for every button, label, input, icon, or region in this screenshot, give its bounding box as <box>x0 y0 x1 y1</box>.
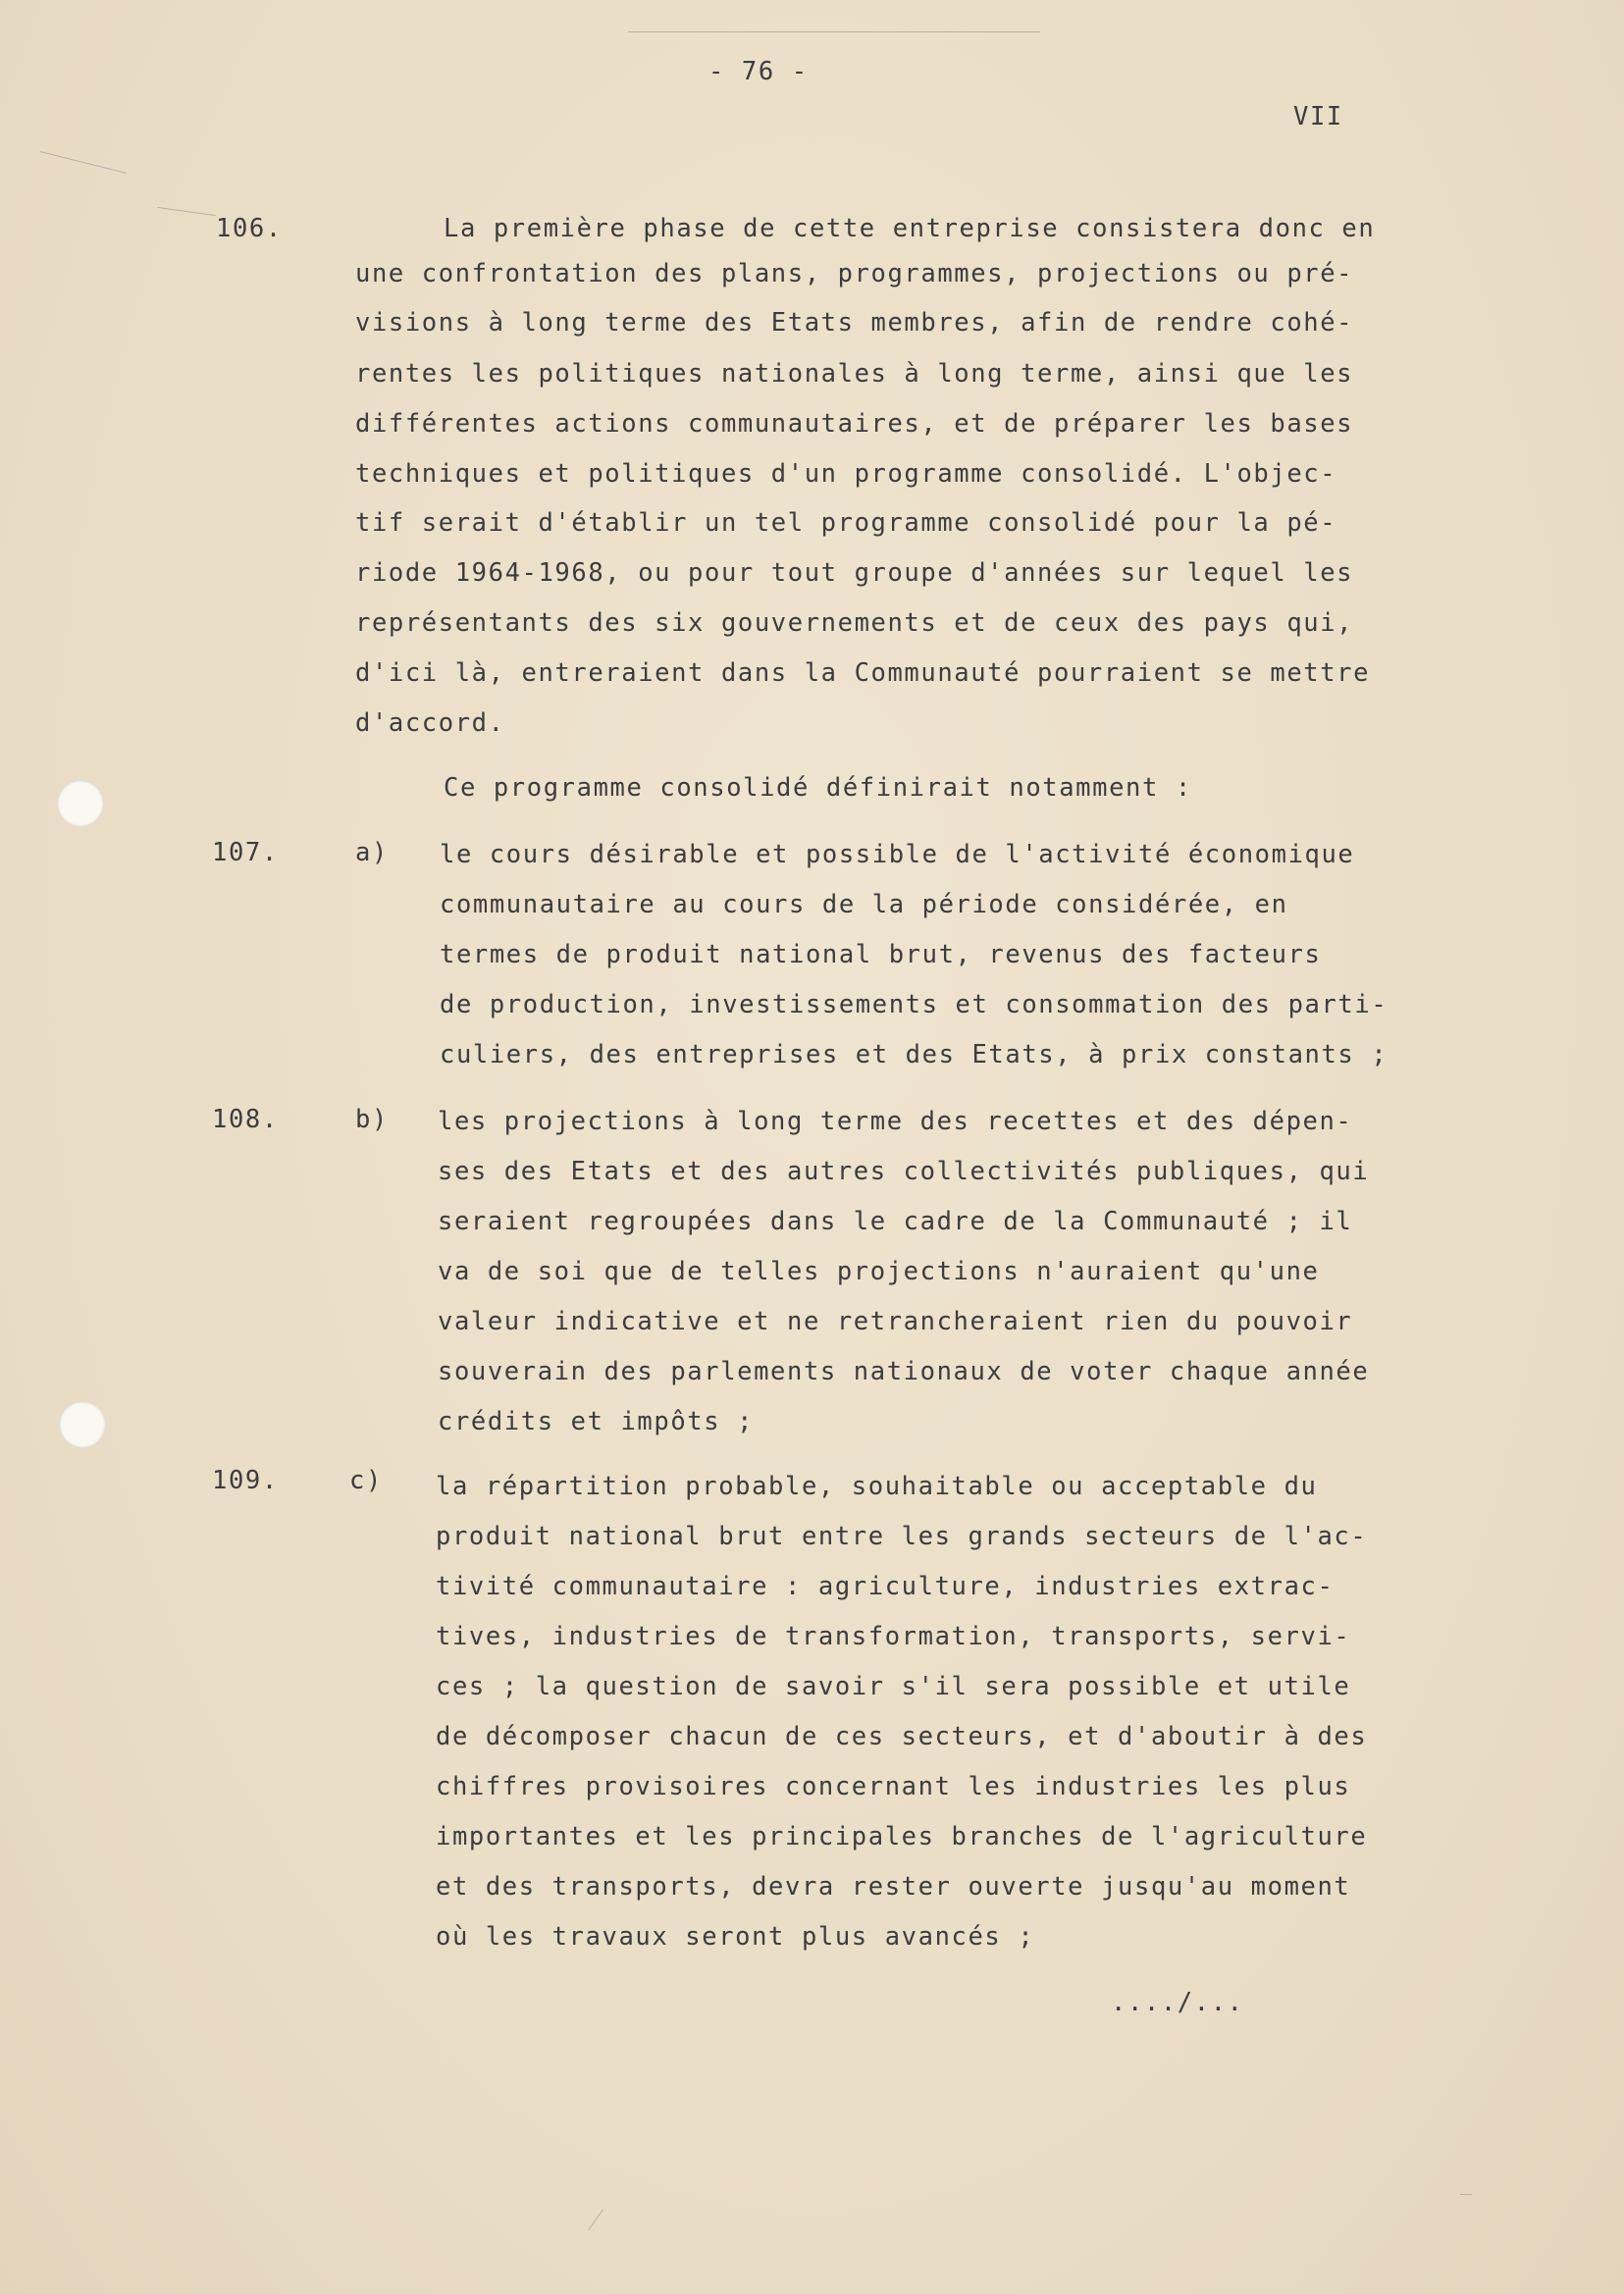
text-line: tif serait d'établir un tel programme consolidé pour la pé- <box>355 508 1337 538</box>
text-line: rentes les politiques nationales à long terme, ainsi que les <box>355 359 1354 389</box>
text-line: où les travaux seront plus avancés ; <box>436 1922 1035 1952</box>
text-line: d'ici là, entreraient dans la Communauté pourraient se mettre <box>355 658 1371 688</box>
scan-mark <box>157 207 216 216</box>
text-line: une confrontation des plans, programmes, projections ou pré- <box>355 259 1354 288</box>
text-line: techniques et politiques d'un programme consolidé. L'objec- <box>355 459 1337 489</box>
text-line: ces ; la question de savoir s'il sera possible et utile <box>436 1672 1351 1701</box>
text-line: riode 1964-1968, ou pour tout groupe d'années sur lequel les <box>355 558 1354 588</box>
text-line: tives, industries de transformation, transports, servi- <box>436 1622 1351 1651</box>
text-line: crédits et impôts ; <box>438 1407 755 1436</box>
text-line: importantes et les principales branches de l'agriculture <box>436 1822 1368 1851</box>
scan-mark <box>628 31 1040 32</box>
text-line: communautaire au cours de la période considérée, en <box>440 890 1288 919</box>
text-line: La première phase de cette entreprise consistera donc en <box>444 214 1376 243</box>
continuation-mark: ..../... <box>1111 1988 1244 2017</box>
punch-hole-bottom <box>59 1401 106 1448</box>
scan-mark <box>1460 2194 1472 2195</box>
text-line: et des transports, devra rester ouverte jusqu'au moment <box>436 1872 1351 1902</box>
text-line: produit national brut entre les grands secteurs de l'ac- <box>436 1522 1368 1551</box>
item-letter: c) <box>349 1466 383 1495</box>
paragraph-number: 108. <box>212 1105 279 1134</box>
scan-mark <box>40 151 127 174</box>
text-line: le cours désirable et possible de l'activité économique <box>440 840 1355 869</box>
text-line: visions à long terme des Etats membres, afin de rendre cohé- <box>355 308 1354 338</box>
text-line: représentants des six gouvernements et de ceux des pays qui, <box>355 608 1354 638</box>
text-line: chiffres provisoires concernant les industries les plus <box>436 1772 1351 1801</box>
text-line: culiers, des entreprises et des Etats, à prix constants ; <box>440 1040 1388 1069</box>
text-line: valeur indicative et ne retrancheraient rien du pouvoir <box>438 1307 1353 1336</box>
text-line: ses des Etats et des autres collectivités publiques, qui <box>438 1157 1370 1186</box>
text-line: de décomposer chacun de ces secteurs, et d'aboutir à des <box>436 1722 1368 1751</box>
text-line: les projections à long terme des recettes et des dépen- <box>438 1107 1353 1136</box>
text-line: seraient regroupées dans le cadre de la Communauté ; il <box>438 1207 1353 1236</box>
punch-hole-top <box>57 780 104 827</box>
paragraph-number: 107. <box>212 838 279 867</box>
item-letter: a) <box>355 838 389 867</box>
text-line: de production, investissements et consommation des parti- <box>440 990 1388 1019</box>
scan-mark <box>588 2210 603 2231</box>
text-line: souverain des parlements nationaux de voter chaque année <box>438 1357 1370 1386</box>
paragraph-number: 106. <box>216 214 283 243</box>
section-label: VII <box>1293 102 1343 131</box>
text-line: va de soi que de telles projections n'auraient qu'une <box>438 1257 1320 1286</box>
text-line: termes de produit national brut, revenus des facteurs <box>440 940 1322 969</box>
text-line: différentes actions communautaires, et de préparer les bases <box>355 409 1354 439</box>
text-line: tivité communautaire : agriculture, industries extrac- <box>436 1572 1335 1601</box>
item-letter: b) <box>355 1105 389 1134</box>
intro-line: Ce programme consolidé définirait notamment : <box>444 773 1192 803</box>
paragraph-number: 109. <box>212 1466 279 1495</box>
text-line: la répartition probable, souhaitable ou acceptable du <box>436 1472 1318 1501</box>
text-line: d'accord. <box>355 708 505 738</box>
page-number: - 76 - <box>708 57 809 86</box>
